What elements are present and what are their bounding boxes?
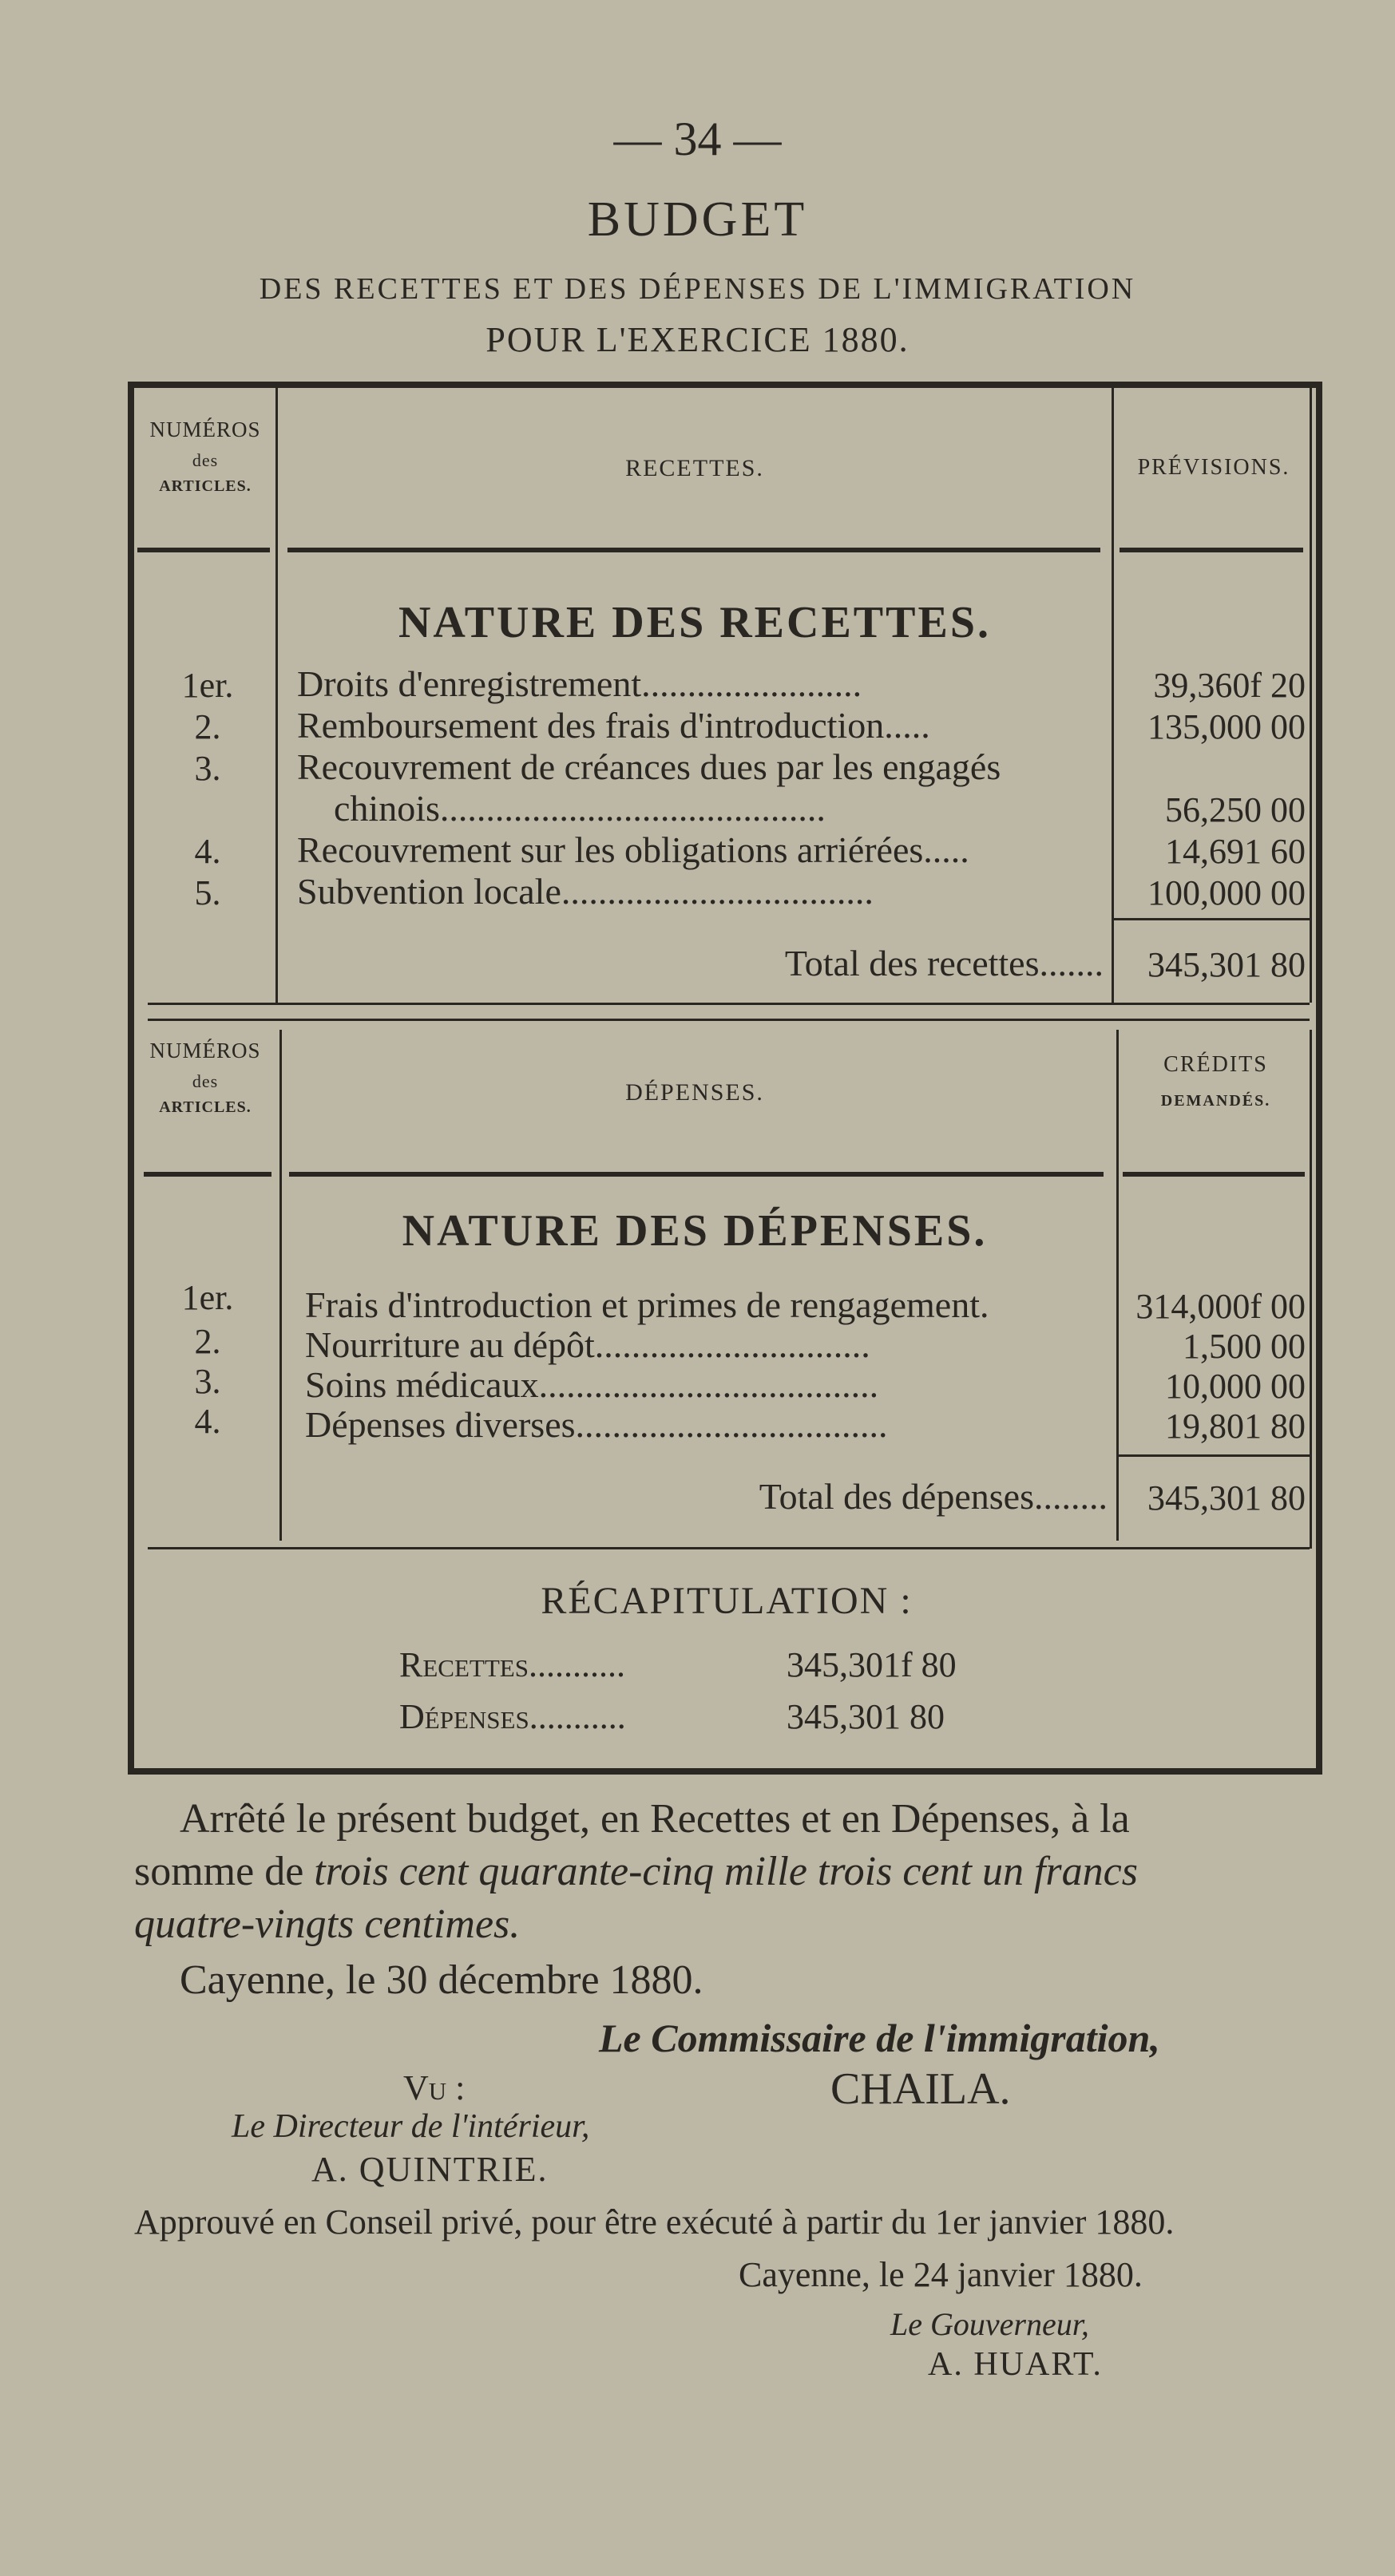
recettes-label-rule (287, 548, 1100, 552)
directeur-title: Le Directeur de l'intérieur, (232, 2108, 590, 2145)
gouverneur-name: A. HUART. (928, 2346, 1103, 2383)
previsions-col-header: PRÉVISIONS. (1137, 455, 1290, 480)
depenses-num-rule (144, 1172, 271, 1177)
recette-num-5: 5. (194, 873, 221, 912)
depense-label-2: Nourriture au dépôt.............................. (305, 1324, 870, 1365)
recap-depenses-amount: 345,301 80 (787, 1697, 945, 1736)
recap-separator (148, 1547, 1310, 1549)
recettes-total-label: Total des recettes....... (784, 943, 1104, 983)
depenses-col-header: DÉPENSES. (625, 1079, 764, 1106)
depenses-section-title: NATURE DES DÉPENSES. (402, 1206, 988, 1256)
depenses-total-label: Total des dépenses........ (759, 1476, 1108, 1517)
recette-label-3: Recouvrement de créances dues par les engagés (297, 746, 1001, 787)
section-separator-1 (148, 1003, 1310, 1005)
depense-label-4: Dépenses diverses.................................. (305, 1404, 888, 1445)
recette-label-4: Recouvrement sur les obligations arriérées..... (297, 829, 969, 870)
recette-amount-4: 14,691 60 (1165, 832, 1306, 871)
recette-amount-2: 135,000 00 (1147, 707, 1306, 746)
depenses-label-rule (289, 1172, 1104, 1177)
recette-num-4: 4. (194, 832, 221, 871)
depenses-vline-1 (279, 1030, 282, 1541)
recettes-total-amount: 345,301 80 (1147, 945, 1306, 984)
depense-num-4: 4. (194, 1402, 221, 1441)
recettes-total-rule (1114, 918, 1310, 920)
depenses-total-amount: 345,301 80 (1147, 1478, 1306, 1518)
recette-label-5: Subvention locale.................................. (297, 871, 874, 912)
recette-label-3-cont: chinois.......................................... (334, 788, 826, 829)
depense-label-1: Frais d'introduction et primes de rengagement. (305, 1284, 989, 1325)
depense-label-3: Soins médicaux..................................... (305, 1364, 879, 1405)
recette-num-1: 1er. (181, 666, 234, 705)
place-date: Cayenne, le 30 décembre 1880. (180, 1957, 703, 2003)
credits-col-header: CRÉDITS DEMANDÉS. (1160, 1052, 1271, 1110)
directeur-name: A. QUINTRIE. (311, 2150, 549, 2189)
recettes-num-header: NUMÉROS des ARTICLES. (149, 417, 261, 495)
recettes-amount-rule (1120, 548, 1303, 552)
recap-recettes-label: Recettes........... (399, 1645, 625, 1684)
depense-num-2: 2. (194, 1322, 221, 1361)
depenses-num-header: NUMÉROS des ARTICLES. (149, 1039, 261, 1116)
recettes-num-rule (137, 548, 270, 552)
recap-depenses-label: Dépenses........... (399, 1697, 626, 1736)
subtitle-line2: POUR L'EXERCICE 1880. (485, 320, 910, 359)
recette-num-2: 2. (194, 707, 221, 746)
recette-amount-1: 39,360f 20 (1153, 666, 1306, 705)
depense-amount-2: 1,500 00 (1183, 1327, 1306, 1366)
recette-amount-3: 56,250 00 (1165, 790, 1306, 829)
depense-num-3: 3. (194, 1362, 221, 1401)
recettes-col-header: RECETTES. (625, 455, 764, 481)
depenses-vline-3 (1310, 1030, 1312, 1549)
depenses-vline-2 (1116, 1030, 1119, 1541)
recettes-section-title: NATURE DES RECETTES. (398, 598, 992, 647)
recette-num-3: 3. (194, 749, 221, 788)
section-separator-2 (148, 1019, 1310, 1021)
recette-label-2: Remboursement des frais d'introduction..... (297, 705, 930, 746)
approuve-line: Approuvé en Conseil privé, pour être exécuté à partir du 1er janvier 1880. (134, 2202, 1175, 2242)
gouverneur-title: Le Gouverneur, (890, 2306, 1089, 2342)
place-date-2: Cayenne, le 24 janvier 1880. (739, 2255, 1143, 2294)
page-number: — 34 — (613, 113, 782, 165)
recettes-vline-3 (1310, 388, 1312, 1003)
commissaire-title: Le Commissaire de l'immigration, (599, 2016, 1160, 2060)
page-title: BUDGET (587, 192, 808, 247)
commissaire-name: CHAILA. (830, 2064, 1011, 2114)
closing-line-1: Arrêté le présent budget, en Recettes et en Dépenses, à la (180, 1796, 1130, 1842)
closing-line-3: quatre-vingts centimes. (134, 1901, 521, 1947)
recette-amount-5: 100,000 00 (1147, 873, 1306, 912)
subtitle-line1: DES RECETTES ET DES DÉPENSES DE L'IMMIGRATION (259, 272, 1136, 306)
depense-amount-1: 314,000f 00 (1135, 1287, 1306, 1326)
recettes-vline-1 (275, 388, 278, 1003)
depense-amount-3: 10,000 00 (1165, 1367, 1306, 1406)
recap-title: RÉCAPITULATION : (541, 1580, 913, 1622)
closing-line-2: somme de trois cent quarante-cinq mille trois cent un francs (134, 1849, 1138, 1894)
depenses-total-rule (1118, 1454, 1310, 1457)
recette-label-1: Droits d'enregistrement........................ (297, 663, 862, 704)
depense-amount-4: 19,801 80 (1165, 1407, 1306, 1446)
depense-num-1: 1er. (181, 1278, 234, 1317)
vu-label: Vu : (403, 2068, 466, 2107)
depenses-amount-rule (1123, 1172, 1305, 1177)
recap-recettes-amount: 345,301f 80 (787, 1645, 957, 1684)
